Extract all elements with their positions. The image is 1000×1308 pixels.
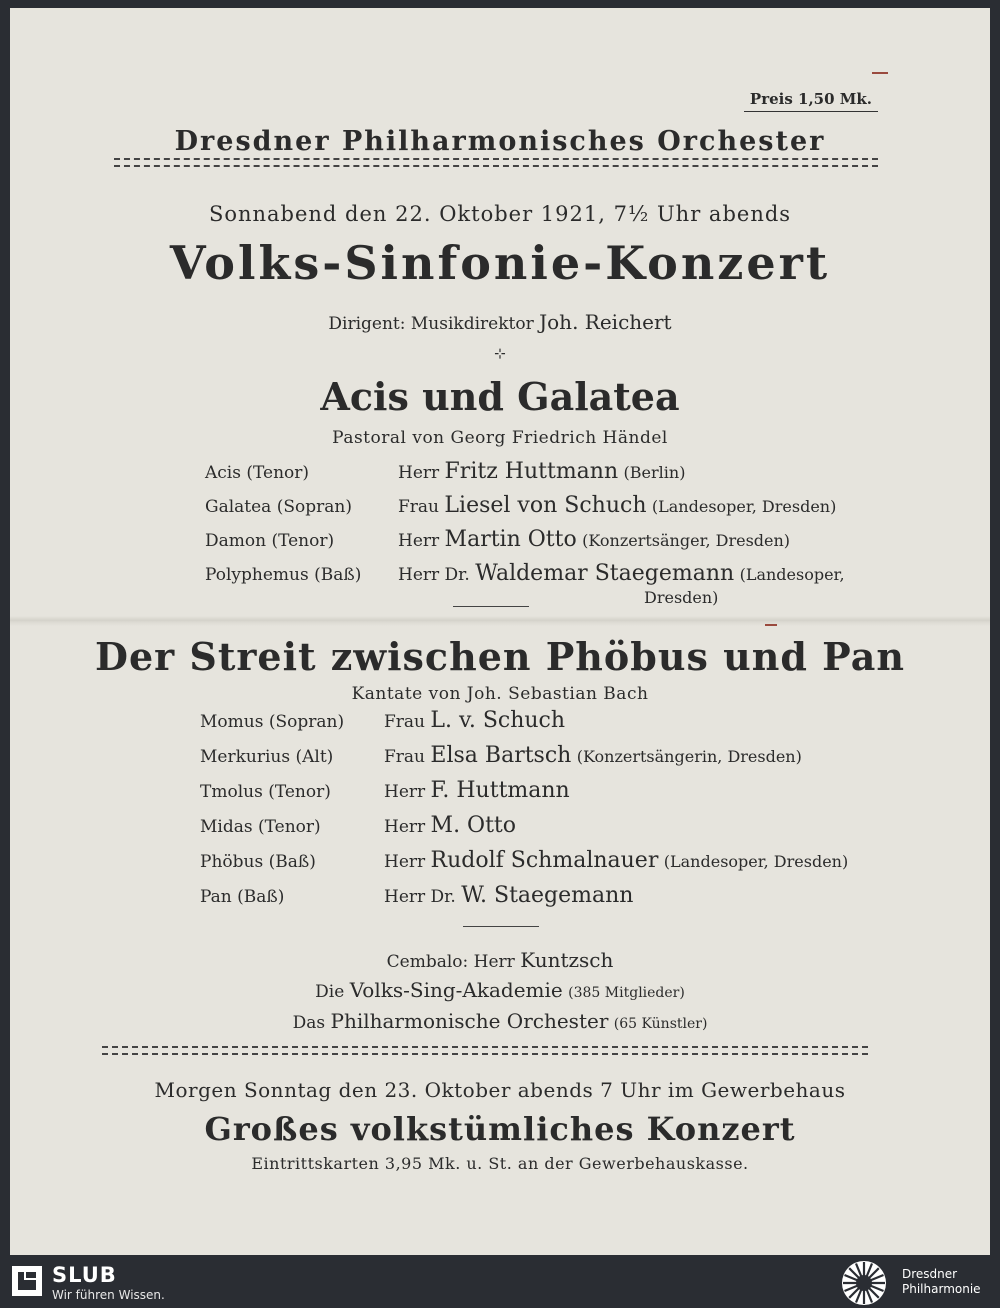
concert-program-sheet [10, 8, 990, 1255]
cast-role: Polyphemus (Baß) [205, 565, 362, 585]
work2-title: Der Streit zwischen Phöbus und Pan [95, 634, 905, 679]
work1-title: Acis und Galatea [320, 374, 680, 419]
cast-role: Galatea (Sopran) [205, 497, 352, 517]
cast-performer: Herr F. Huttmann [384, 778, 570, 803]
double-rule-bottom [102, 1046, 868, 1055]
conductor-line [10, 310, 990, 334]
cast-role: Merkurius (Alt) [200, 747, 334, 767]
next-concert-line: Morgen Sonntag den 23. Oktober abends 7 Uhr im Gewerbehaus [154, 1078, 846, 1102]
event-title: Volks-Sinfonie-Konzert [169, 236, 831, 290]
cast-performer: Herr Fritz Huttmann (Berlin) [398, 459, 686, 484]
cast-note-continuation: Dresden) [644, 588, 719, 607]
cast-role: Damon (Tenor) [205, 531, 335, 551]
work1-subtitle: Pastoral von Georg Friedrich Händel [332, 428, 668, 448]
ink-mark [765, 624, 777, 626]
cast-role: Pan (Baß) [200, 887, 285, 907]
double-rule-top [114, 158, 878, 167]
cast-role: Midas (Tenor) [200, 817, 321, 837]
philharmonie-name: Dresdner Philharmonie [902, 1267, 981, 1296]
cast-role: Acis (Tenor) [205, 463, 310, 483]
cast-performer: Herr M. Otto [384, 813, 517, 838]
cast-role: Phöbus (Baß) [200, 852, 316, 872]
section-divider [463, 926, 539, 927]
cast-performer: Frau Elsa Bartsch (Konzertsängerin, Dresden) [384, 743, 802, 768]
cast-performer: Frau L. v. Schuch [384, 708, 566, 733]
slub-logo-icon [12, 1266, 42, 1296]
choir-line: Die Volks-Sing-Akademie (385 Mitglieder) [315, 978, 685, 1002]
next-concert-title: Großes volkstümliches Konzert [204, 1110, 796, 1148]
cast-performer: Herr Rudolf Schmalnauer (Landesoper, Dresden) [384, 848, 849, 873]
ticket-info: Eintrittskarten 3,95 Mk. u. St. an der Gewerbehauskasse. [251, 1154, 749, 1173]
cembalo-line: Cembalo: Herr Kuntzsch [386, 948, 614, 972]
orchestra-name: Dresdner Philharmonisches Orchester [174, 126, 826, 157]
price-label: Preis 1,50 Mk. [744, 90, 878, 112]
slub-tagline: Wir führen Wissen. [52, 1288, 165, 1302]
ink-mark [872, 72, 888, 74]
date-line: Sonnabend den 22. Oktober 1921, 7½ Uhr abends [208, 202, 792, 226]
slub-name: SLUB [52, 1263, 117, 1287]
conductor-label: Dirigent: Musikdirektor [328, 314, 534, 334]
ornament: ⊹ [494, 346, 506, 362]
cast-role: Tmolus (Tenor) [200, 782, 331, 802]
cast-performer: Frau Liesel von Schuch (Landesoper, Dresden) [398, 493, 837, 518]
cast-role: Momus (Sopran) [200, 712, 345, 732]
conductor-name: Joh. Reichert [539, 310, 672, 334]
cast-performer: Herr Martin Otto (Konzertsänger, Dresden) [398, 527, 791, 552]
work2-subtitle: Kantate von Joh. Sebastian Bach [351, 684, 649, 704]
section-divider [453, 606, 529, 607]
paper-fold [10, 616, 990, 626]
footer-bar [0, 1258, 1000, 1308]
cast-performer: Herr Dr. W. Staegemann [384, 883, 634, 908]
philharmonie-logo-icon [840, 1259, 888, 1307]
cast-performer: Herr Dr. Waldemar Staegemann (Landesoper, [398, 561, 845, 586]
orchestra-line: Das Philharmonische Orchester (65 Künstler) [292, 1009, 708, 1033]
